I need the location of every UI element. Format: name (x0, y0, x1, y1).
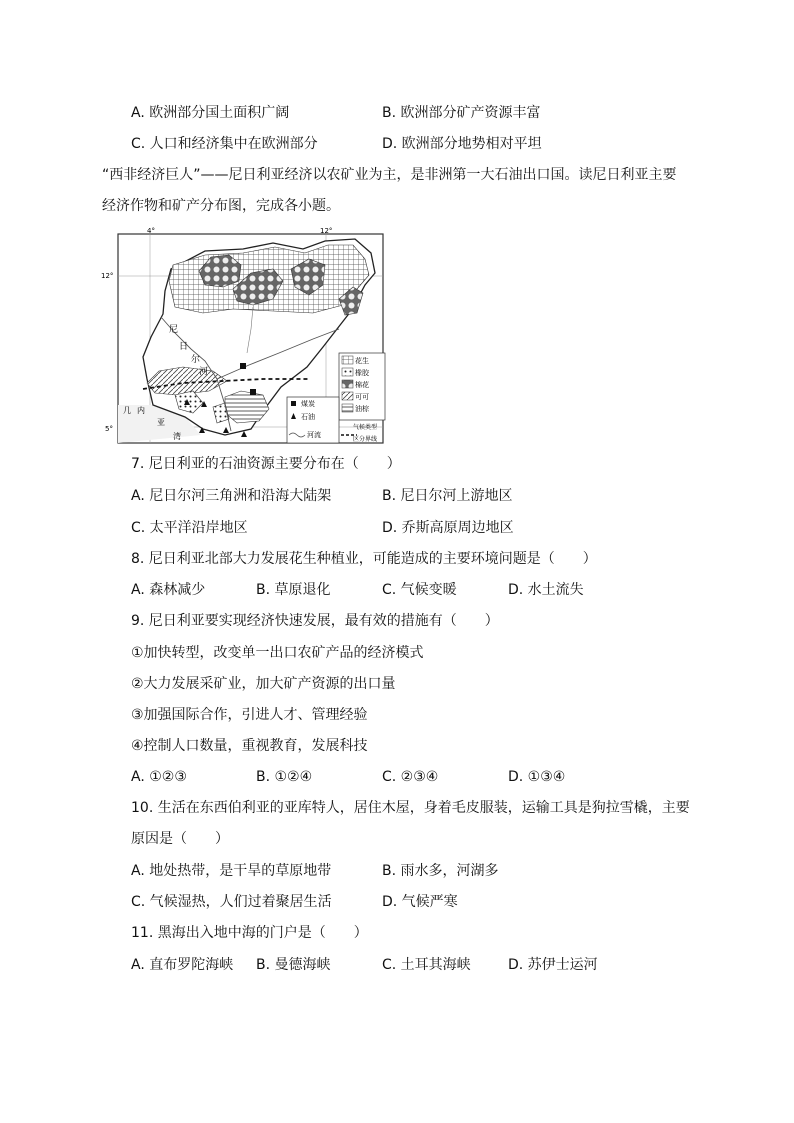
coal-marker-2 (250, 389, 256, 395)
q7-option-c[interactable]: C. 太平洋沿岸地区 (131, 520, 248, 536)
gulf-name-char-2: 内 (137, 406, 145, 415)
legend-river: 河流 (307, 431, 321, 439)
q10-stem-line-1: 10. 生活在东西伯利亚的亚库特人，居住木屋，身着毛皮服装，运输工具是狗拉雪橇，主要 (131, 800, 690, 816)
q8-option-c[interactable]: C. 气候变暖 (382, 582, 457, 598)
river-name-char-3: 尔 (191, 355, 201, 365)
q8-option-d[interactable]: D. 水土流失 (508, 582, 584, 598)
q10-option-a[interactable]: A. 地处热带，是干旱的草原地带 (131, 863, 332, 879)
q11-option-a[interactable]: A. 直布罗陀海峡 (131, 957, 234, 973)
coal-marker-1 (240, 363, 246, 369)
q11-option-c[interactable]: C. 土耳其海峡 (382, 957, 471, 973)
lon-label-right: 12° (320, 227, 333, 235)
legend-peanut: 花生 (355, 357, 369, 365)
q9-item-3: ③加强国际合作，引进人才、管理经验 (131, 707, 368, 723)
q10-option-c[interactable]: C. 气候湿热，人们过着聚居生活 (131, 894, 332, 910)
q9-item-2: ②大力发展采矿业，加大矿产资源的出口量 (131, 676, 396, 692)
legend-rubber: 橡胶 (355, 369, 369, 377)
q9-stem: 9. 尼日利亚要实现经济快速发展，最有效的措施有（ ） (131, 613, 499, 629)
legend-coal: 煤炭 (301, 400, 315, 408)
q11-option-d[interactable]: D. 苏伊士运河 (508, 957, 598, 973)
q10-option-d[interactable]: D. 气候严寒 (382, 894, 458, 910)
gulf-name-char-1: 几 (123, 406, 131, 415)
q6-option-d[interactable]: D. 欧洲部分地势相对平坦 (382, 136, 542, 152)
lat-label-top: 12° (101, 272, 114, 280)
intro-line-2: 经济作物和矿产分布图，完成各小题。 (102, 198, 340, 214)
legend-cotton: 棉花 (355, 381, 369, 389)
legend-oilpalm: 油棕 (355, 405, 369, 413)
q7-option-a[interactable]: A. 尼日尔河三角洲和沿海大陆架 (131, 488, 332, 504)
legend-climate-1: 气候类型 (353, 424, 378, 431)
river-name-char-2: 日 (179, 342, 189, 352)
q7-option-d[interactable]: D. 乔斯高原周边地区 (382, 520, 514, 536)
q8-option-b[interactable]: B. 草原退化 (256, 582, 331, 598)
lat-label-bottom: 5° (105, 425, 113, 433)
q7-option-b[interactable]: B. 尼日尔河上游地区 (382, 488, 513, 504)
q6-option-a[interactable]: A. 欧洲部分国土面积广阔 (131, 105, 290, 121)
nigeria-map (101, 227, 387, 447)
q6-option-b[interactable]: B. 欧洲部分矿产资源丰富 (382, 105, 541, 121)
q9-item-4: ④控制人口数量，重视教育，发展科技 (131, 738, 368, 754)
q9-option-a[interactable]: A. ①②③ (131, 769, 187, 785)
q8-option-a[interactable]: A. 森林减少 (131, 582, 206, 598)
q10-option-b[interactable]: B. 雨水多，河湖多 (382, 863, 499, 879)
lon-label-left: 4° (147, 227, 155, 235)
q9-option-d[interactable]: D. ①③④ (508, 769, 566, 785)
legend-cocoa: 可可 (355, 393, 369, 401)
river-name-char-1: 尼 (169, 325, 179, 335)
river-name-char-4: 河 (199, 367, 209, 377)
q9-option-c[interactable]: C. ②③④ (382, 769, 439, 785)
q9-option-b[interactable]: B. ①②④ (256, 769, 313, 785)
gulf-name-char-3: 亚 (157, 418, 165, 427)
legend-oil: 石油 (301, 413, 315, 421)
q9-item-1: ①加快转型，改变单一出口农矿产品的经济模式 (131, 645, 424, 661)
q7-stem: 7. 尼日利亚的石油资源主要分布在（ ） (131, 456, 401, 472)
intro-line-1: “西非经济巨人”——尼日利亚经济以农矿业为主，是非洲第一大石油出口国。读尼日利亚主要 (102, 167, 677, 183)
gulf-name-char-4: 湾 (173, 432, 181, 441)
q10-stem-line-2: 原因是（ ） (131, 831, 229, 847)
legend-climate-2: 区分界线 (353, 436, 378, 443)
q6-option-c[interactable]: C. 人口和经济集中在欧洲部分 (131, 136, 318, 152)
q8-stem: 8. 尼日利亚北部大力发展花生种植业，可能造成的主要环境问题是（ ） (131, 551, 597, 567)
q11-option-b[interactable]: B. 曼德海峡 (256, 957, 331, 973)
q11-stem: 11. 黑海出入地中海的门户是（ ） (131, 925, 368, 941)
